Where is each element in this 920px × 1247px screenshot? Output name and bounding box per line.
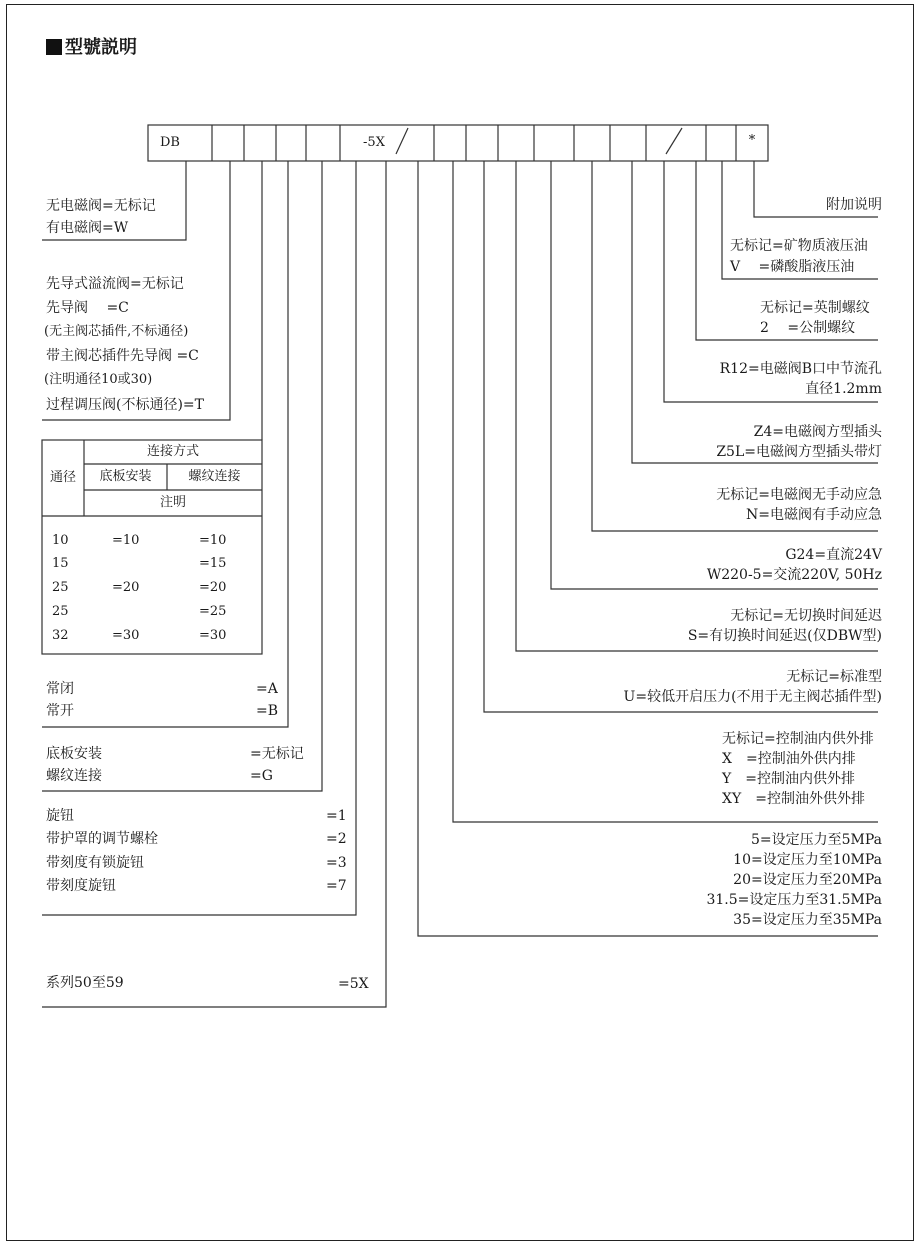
pressure-line-1: 5=设定压力至5MPa [750,832,882,848]
delay-line-2: S=有切换时间延迟(仅DBW型) [687,628,882,644]
size-row-2-size: 15 [52,556,69,571]
plug-line-1: Z4=电磁阀方型插头 [753,424,882,440]
code-row-frame [148,125,768,161]
size-row-1-size: 10 [52,533,69,548]
opening-line-1: 无标记=标准型 [786,669,882,685]
size-row-1-subplate: =10 [112,533,140,548]
size-table-connection-header: 连接方式 [146,444,199,459]
pilot-oil-line-2: X =控制油外供内排 [722,751,856,767]
code-series: -5X [363,135,385,150]
additional-label: 附加说明 [826,197,882,213]
pressure-line-4: 31.5=设定压力至31.5MPa [706,892,882,908]
size-row-3-subplate: =20 [112,580,140,595]
solenoid-line-2: 有电磁阀=W [46,220,129,236]
pilot-oil-line-1: 无标记=控制油内供外排 [722,731,874,747]
series-code: =5X [338,976,369,992]
pressure-line-2: 10=设定压力至10MPa [733,852,882,868]
size-row-4-size: 25 [52,604,69,619]
normal-open-label: 常开 [46,703,74,719]
size-table-thread-header: 螺纹连接 [188,469,241,484]
adjust-3-code: =3 [326,855,347,871]
manual-line-2: N=电磁阀有手动应急 [746,507,882,523]
mounting-subplate-code: =无标记 [250,746,304,762]
pilot-oil-line-4: XY =控制油外供外排 [722,791,865,807]
size-row-5-size: 32 [52,628,69,643]
size-table-note-header: 注明 [159,495,186,510]
adjust-4-code: =7 [326,878,347,894]
size-row-5-subplate: =30 [112,628,140,643]
adjust-2-code: =2 [326,831,347,847]
adjust-4-label: 带刻度旋钮 [46,878,116,894]
mounting-thread-code: =G [250,768,273,784]
size-row-1-thread: =10 [199,533,227,548]
pressure-line-3: 20=设定压力至20MPa [733,872,882,888]
pilot-line-4: 带主阀芯插件先导阀 =C [46,348,199,364]
delay-line-1: 无标记=无切换时间延迟 [730,608,882,624]
normal-closed-label: 常闭 [46,681,74,697]
orifice-line-2: 直径1.2mm [805,381,882,397]
size-row-5-thread: =30 [199,628,227,643]
orifice-line-1: R12=电磁阀B口中节流孔 [719,361,882,377]
page-title: 型號説明 [46,38,137,58]
adjust-3-label: 带刻度有锁旋钮 [46,855,144,871]
opening-line-2: U=较低开启压力(不用于无主阀芯插件型) [623,689,882,705]
manual-line-1: 无标记=电磁阀无手动应急 [716,487,882,503]
adjust-1-code: =1 [326,808,347,824]
size-table-subplate-header: 底板安装 [99,469,152,484]
normal-closed-code: =A [256,681,278,697]
mounting-thread-label: 螺纹连接 [46,768,102,784]
seal-line-2: V =磷酸脂液压油 [730,259,855,275]
size-row-4-thread: =25 [199,604,227,619]
voltage-line-1: G24=直流24V [785,547,882,563]
voltage-line-2: W220-5=交流220V, 50Hz [706,567,882,583]
pilot-line-3: (无主阀芯插件,不标通径) [44,324,189,339]
solenoid-line-1: 无电磁阀=无标记 [46,198,156,214]
adjust-2-label: 带护罩的调节螺栓 [46,831,158,847]
code-suffix: * [748,133,756,148]
thread-type-line-2: 2 =公制螺纹 [760,320,856,336]
pressure-line-5: 35=设定压力至35MPa [733,912,882,928]
pilot-line-2: 先导阀 =C [46,300,129,316]
seal-line-1: 无标记=矿物质液压油 [730,238,868,254]
pilot-line-1: 先导式溢流阀=无标记 [46,276,184,292]
code-prefix: DB [160,135,180,150]
normal-open-code: =B [256,703,279,719]
plug-line-2: Z5L=电磁阀方型插头带灯 [716,444,882,460]
thread-type-line-1: 无标记=英制螺纹 [760,300,870,316]
pilot-line-6: 过程调压阀(不标通径)=T [46,397,204,413]
adjust-1-label: 旋钮 [46,808,74,824]
size-table-size-header: 通径 [49,470,76,485]
size-row-3-size: 25 [52,580,69,595]
pilot-oil-line-3: Y =控制油内供外排 [722,771,855,787]
series-label: 系列50至59 [46,975,124,991]
size-row-2-thread: =15 [199,556,227,571]
size-row-3-thread: =20 [199,580,227,595]
pilot-line-5: (注明通径10或30) [44,372,153,387]
mounting-subplate-label: 底板安装 [46,746,102,762]
